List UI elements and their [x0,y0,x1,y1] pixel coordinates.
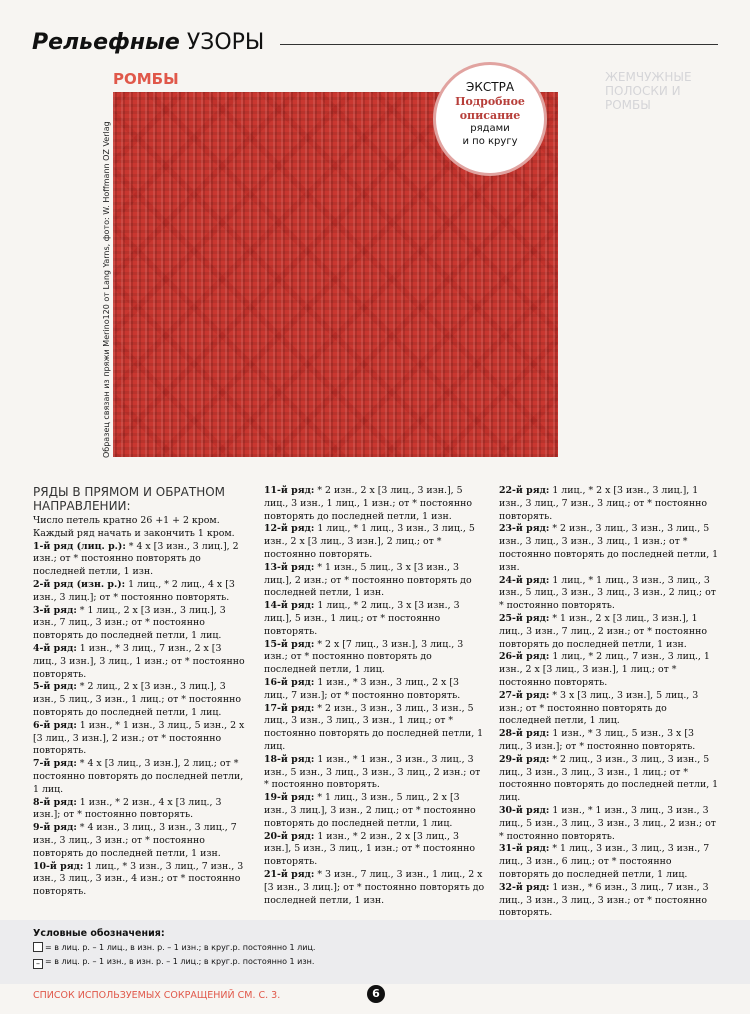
row-label: 11-й ряд: [264,485,315,496]
row-text: * 2 лиц., 3 изн., 3 лиц., 3 изн., 5 лиц., 3 изн., 3 лиц., 3 изн., 1 лиц.; от * постоянно повторять до последней петли, 1 лиц. [499,753,719,804]
row-label: 7-й ряд: [33,758,77,770]
row-label: 19-й ряд: [264,792,315,804]
legend-title: Условные обозначения: [33,928,165,939]
row-label: 1-й ряд (лиц. р.): [33,540,126,552]
rows-group [499,485,721,920]
row-label: 18-й ряд: [264,753,315,765]
row-label: 30-й ряд: [499,804,550,816]
row-label: 31-й ряд: [499,843,550,855]
row-text: * 2 изн., 3 лиц., 3 изн., 3 лиц., 5 изн., 3 лиц., 3 изн., 3 лиц., 1 изн.; от * постоянно повторять до последней петли, 1 изн. [499,523,719,573]
row-label: 26-й ряд: [499,651,550,663]
row-instruction [499,728,721,754]
row-label: 13-й ряд: [264,561,315,573]
intro-line: Каждый ряд начать и закончить 1 кром. [33,527,235,539]
row-text: 1 лиц., * 2 лиц., 7 изн., 3 лиц., 1 изн., 2 х [3 лиц., 3 изн.], 1 лиц.; от * постоянно повторять. [499,651,710,688]
row-label: 27-й ряд: [499,689,550,701]
row-instruction [499,651,721,689]
badge-line-5: и по кругу [462,136,518,147]
badge-line-4: рядами [470,123,510,134]
row-instruction [264,562,486,600]
row-text: 1 изн., * 2 изн., 4 х [3 лиц., 3 изн.]; от * постоянно повторять. [33,796,222,821]
row-label: 14-й ряд: [264,600,315,612]
intro-line: Число петель кратно 26 +1 + 2 кром. [33,515,220,526]
legend-item-knit [33,942,315,952]
extra-badge [433,62,547,176]
row-label: 12-й ряд: [264,523,315,535]
row-instruction [499,575,721,613]
row-label: 32-й ряд: [499,881,550,893]
row-text: * 1 лиц., 3 изн., 5 лиц., 2 х [3 изн., 3 лиц.], 3 изн., 2 лиц.; от * постоянно повторять до последней петли, 1 лиц. [264,792,476,829]
row-instruction [499,485,721,523]
row-text: * 4 х [3 изн., 3 лиц.], 2 изн.; от * постоянно повторять до последней петли, 1 изн. [33,540,239,578]
intro-heading: РЯДЫ В ПРЯМОМ И ОБРАТНОМ НАПРАВЛЕНИИ: [33,485,226,513]
row-label: 10-й ряд: [33,860,84,872]
row-instruction [264,703,486,754]
row-text: 1 лиц., * 1 лиц., 3 изн., 3 лиц., 3 изн., 5 лиц., 3 изн., 3 лиц., 3 изн., 2 лиц.; от * постоянно повторять. [499,574,716,612]
rows-group [264,485,486,907]
badge-highlight-2: описание [459,109,521,122]
row-label: 2-й ряд (изн. р.): [33,578,126,590]
row-instruction [33,758,248,796]
row-text: 1 изн., * 3 лиц., 7 изн., 2 х [3 лиц., 3 изн.], 3 лиц., 1 изн.; от * постоянно повторять. [33,642,245,680]
row-instruction [33,643,248,681]
row-text: * 1 изн., 2 х [3 лиц., 3 изн.], 1 лиц., 3 изн., 7 лиц., 2 изн.; от * постоянно повторять до последней петли, 1 изн. [499,612,707,650]
row-text: * 4 изн., 3 лиц., 3 изн., 3 лиц., 7 изн., 3 лиц., 3 изн.; от * постоянно повторять до последней петли, 1 изн. [33,822,237,859]
instructions-column-2 [264,485,486,907]
row-instruction [499,754,721,805]
row-label: 3-й ряд: [33,604,77,616]
row-instruction [264,639,486,677]
row-instruction [264,600,486,638]
row-instruction [33,605,248,643]
row-text: 1 изн., * 1 изн., 3 изн., 3 лиц., 3 изн., 5 изн., 3 лиц., 3 изн., 3 лиц., 2 изн.; от * постоянно повторять. [264,753,481,791]
row-text: 1 изн., * 1 изн., 3 лиц., 3 изн., 3 лиц., 5 изн., 3 лиц., 3 изн., 3 лиц., 2 изн.; от * постоянно повторять. [499,804,716,842]
row-text: 1 изн., * 6 изн., 3 лиц., 7 изн., 3 лиц., 3 изн., 3 лиц., 3 изн.; от * постоянно повторять. [499,881,709,919]
row-instruction [33,681,248,719]
row-text: * 3 х [3 лиц., 3 изн.], 5 лиц., 3 изн.; от * постоянно повторять до последней петли, 1 лиц. [499,689,699,727]
row-instruction [264,485,486,523]
row-label: 8-й ряд: [33,796,77,808]
row-instruction [264,792,486,830]
row-instruction [264,523,486,561]
row-instruction [33,822,248,860]
row-label: 25-й ряд: [499,612,550,624]
row-text: 1 изн., * 3 лиц., 5 изн., 3 х [3 лиц., 3 изн.]; от * постоянно повторять. [499,728,696,752]
row-text: 1 лиц., * 2 лиц., 3 х [3 изн., 3 лиц.], 5 изн., 1 лиц.; от * постоянно повторять. [264,600,460,637]
row-instruction [264,677,486,703]
row-instruction [264,831,486,869]
row-label: 16-й ряд: [264,676,315,688]
row-text: 1 изн., * 2 изн., 2 х [3 лиц., 3 изн.], 5 изн., 3 лиц., 1 изн.; от * постоянно повторять. [264,830,476,868]
section-title: РОМБЫ [113,70,179,88]
row-label: 21-й ряд: [264,868,315,880]
row-instruction [499,882,721,920]
row-text: 1 лиц., * 2 лиц., 4 х [3 изн., 3 лиц.]; от * постоянно повторять. [33,578,235,603]
row-instruction [499,843,721,881]
row-label: 15-й ряд: [264,638,315,650]
ghost-text: ЖЕМЧУЖНЫЕ ПОЛОСКИ И РОМБЫ [605,70,692,112]
legend-text: = в лиц. р. – 1 изн., в изн. р. – 1 лиц.; в круг.р. постоянно 1 изн. [45,957,315,966]
title-rest: УЗОРЫ [179,30,265,55]
row-label: 9-й ряд: [33,822,77,834]
row-instruction [264,869,486,907]
row-label: 4-й ряд: [33,642,77,654]
row-text: * 3 изн., 7 лиц., 3 изн., 1 лиц., 2 х [3 изн., 3 лиц.]; от * постоянно повторять до последней петли, 1 изн. [264,868,485,906]
row-text: * 2 изн., 3 изн., 3 лиц., 3 изн., 5 лиц., 3 изн., 3 лиц., 3 изн., 1 лиц.; от * постоянно повторять до последней петли, 1 лиц. [264,702,484,752]
badge-highlight-1: Подробное [455,95,525,108]
row-text: * 2 лиц., 2 х [3 изн., 3 лиц.], 3 изн., 5 лиц., 3 изн., 1 лиц.; от * постоянно повторять до последней петли, 1 лиц. [33,681,241,718]
row-text: * 4 х [3 лиц., 3 изн.], 2 лиц.; от * постоянно повторять до последней петли, 1 лиц. [33,758,244,795]
row-label: 28-й ряд: [499,728,550,740]
row-instruction [33,579,248,605]
row-text: * 2 изн., 2 х [3 лиц., 3 изн.], 5 лиц., 3 изн., 1 лиц., 1 изн.; от * постоянно повторять до последней петли, 1 изн. [264,485,472,522]
row-instruction [33,720,248,758]
legend-text: = в лиц. р. – 1 лиц., в изн. р. – 1 изн.; в круг.р. постоянно 1 лиц. [45,943,316,952]
row-instruction [499,805,721,843]
row-label: 5-й ряд: [33,681,77,693]
header-divider [280,44,718,45]
row-label: 29-й ряд: [499,753,550,765]
instructions-column-1 [33,485,248,899]
title-bold: Рельефные [32,30,180,55]
row-text: * 1 лиц., 2 х [3 изн., 3 лиц.], 3 изн., 7 лиц., 3 изн.; от * постоянно повторять до последней петли, 1 лиц. [33,604,226,642]
badge-label: ЭКСТРА [465,80,515,94]
row-label: 23-й ряд: [499,523,550,535]
row-text: * 1 лиц., 3 изн., 3 лиц., 3 изн., 7 лиц., 3 изн., 6 лиц.; от * постоянно повторять до последней петли, 1 лиц. [499,843,710,880]
photo-credit: Образец связан из пряжи Merino120 от Lang Yarns, фото: W. Hoffmann OZ Verlag [102,121,111,458]
knit-symbol-icon [33,942,43,952]
row-label: 24-й ряд: [499,574,550,586]
purl-symbol-icon: – [33,959,43,969]
row-instruction [33,541,248,579]
abbreviations-note: СПИСОК ИСПОЛЬЗУЕМЫХ СОКРАЩЕНИЙ СМ. С. 3. [33,990,281,1001]
row-instruction [499,690,721,728]
row-text: 1 лиц., * 3 изн., 3 лиц., 7 изн., 3 изн., 3 лиц., 3 изн., 4 изн.; от * постоянно повторять. [33,860,244,898]
row-label: 6-й ряд: [33,719,77,731]
row-label: 20-й ряд: [264,830,315,842]
legend-panel [0,920,750,984]
legend-item-purl [33,957,314,969]
row-label: 17-й ряд: [264,702,315,714]
row-instruction [33,861,248,899]
page-number: 6 [367,985,385,1003]
row-instruction [499,523,721,574]
instructions-column-3 [499,485,721,920]
row-text: 1 лиц., * 1 лиц., 3 изн., 3 лиц., 5 изн., 2 х [3 лиц., 3 изн.], 2 лиц.; от * постоянно повторять. [264,523,475,560]
row-instruction [33,797,248,823]
row-label: 22-й ряд: [499,485,550,496]
row-text: 1 изн., * 1 изн., 3 лиц., 5 изн., 2 х [3 лиц., 3 изн.], 2 изн.; от * постоянно повторять. [33,719,245,757]
row-text: * 2 х [7 лиц., 3 изн.], 3 лиц., 3 изн.; от * постоянно повторять до последней петли, 1 лиц. [264,638,464,676]
row-instruction [264,754,486,792]
row-text: 1 изн., * 3 изн., 3 лиц., 2 х [3 лиц., 7 изн.]; от * постоянно повторять. [264,676,461,701]
row-instruction [499,613,721,651]
page-title [32,30,264,55]
row-text: * 1 изн., 5 лиц., 3 х [3 изн., 3 лиц.], 2 изн.; от * постоянно повторять до последней петли, 1 изн. [264,561,472,599]
rows-group [33,541,248,899]
row-text: 1 лиц., * 2 х [3 изн., 3 лиц.], 1 изн., 3 лиц., 7 изн., 3 лиц.; от * постоянно повторять. [499,485,707,522]
